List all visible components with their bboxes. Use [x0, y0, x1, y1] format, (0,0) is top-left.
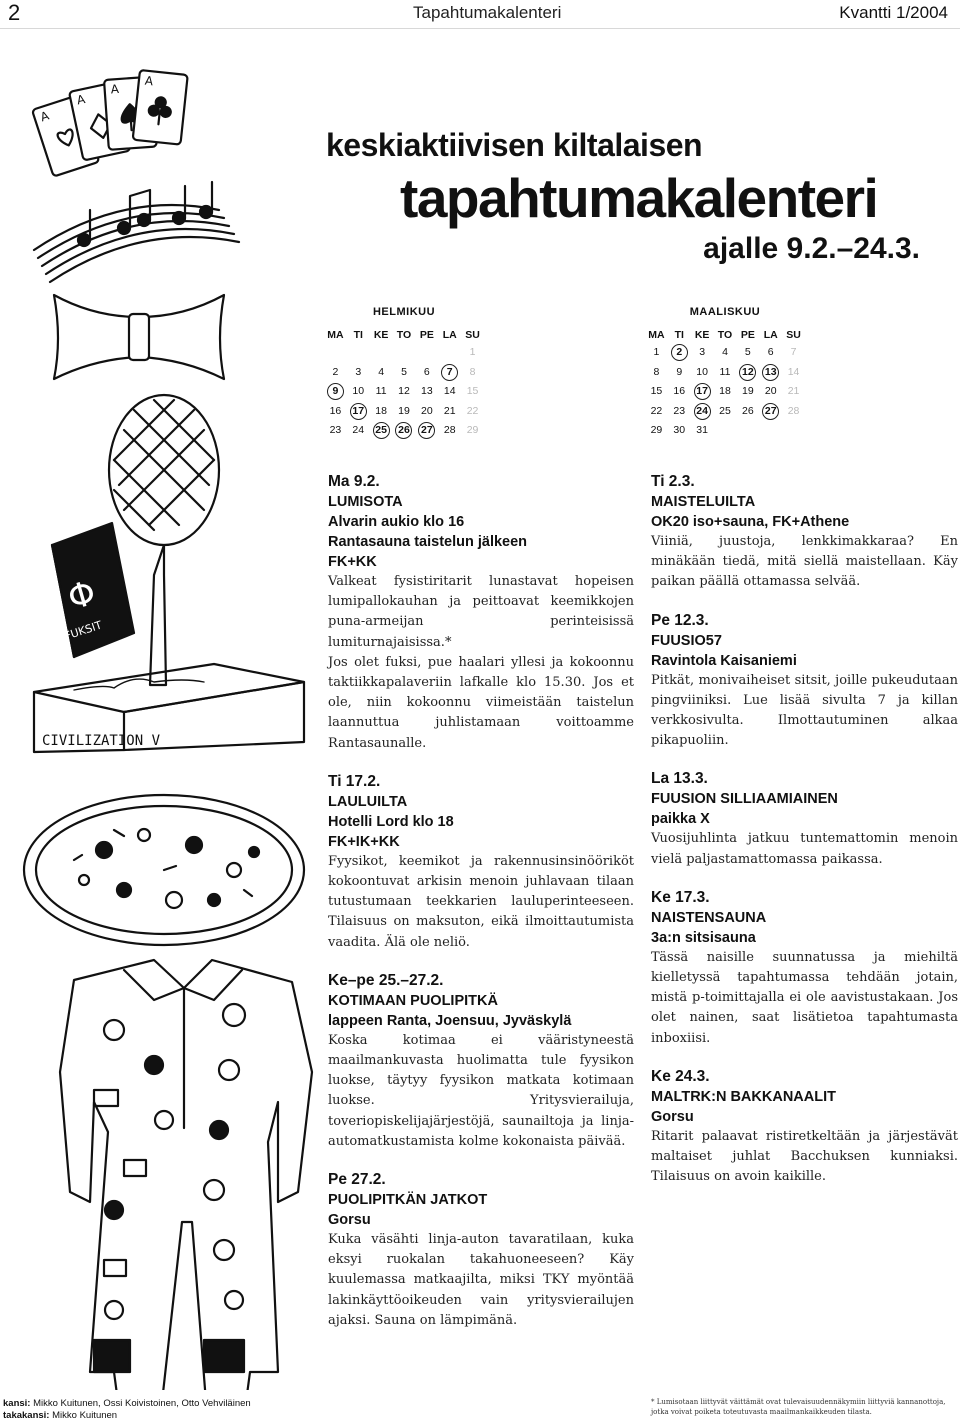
calendar-day: 2 — [332, 365, 339, 378]
calendar-day-cell — [668, 421, 691, 441]
event-description: Vuosijuhlinta jatkuu tuntemattomin menoin vielä paljastamattomassa paikassa. — [651, 831, 958, 867]
event-name: MAISTELUILTA — [651, 494, 756, 510]
calendar-day: 3 — [355, 365, 362, 378]
calendar-day-cell — [691, 421, 714, 441]
event-date: Pe 27.2. — [328, 1171, 386, 1189]
calendar-day-cell — [461, 343, 484, 363]
title-date-range: ajalle 9.2.–24.3. — [703, 232, 920, 265]
event-date: Ke–pe 25.–27.2. — [328, 971, 444, 989]
calendar-day: 20 — [764, 385, 777, 397]
event-name: NAISTENSAUNA — [651, 909, 767, 926]
calendar-day-cell — [324, 343, 347, 363]
back-cover-credit-label: takakansi: — [3, 1410, 50, 1421]
calendar-day-cell — [415, 382, 438, 402]
calendar-day: 11 — [375, 385, 387, 397]
cover-credit-names: Mikko Kuitunen, Ossi Koivistoinen, Otto Vehviläinen — [33, 1398, 251, 1409]
game-box-icon — [34, 664, 304, 752]
calendar-day-cell — [415, 343, 438, 363]
calendar-day: 16 — [673, 385, 686, 397]
event-name: LUMISOTA — [328, 494, 403, 510]
calendar-weekday: MA — [327, 329, 344, 341]
event-description: Kuka väsähti linja-auton tavaratilaan, kuka eksyi ruokalan takahuoneeseen? Käy kuulemassa matkaajilta, miksi TKY myöntää lakinkäyttöoikeuden vain yritysvierailujen ajaksi. Sauna on lämpimänä. — [328, 1232, 634, 1328]
events-column-left — [328, 472, 634, 1349]
calendar-day-cell — [393, 343, 416, 363]
event-block — [651, 888, 958, 1049]
calendar-day: 22 — [466, 404, 479, 417]
calendar-day-cell — [347, 382, 370, 402]
calendar-month-title: MAALISKUU — [689, 306, 761, 318]
svg-text:Φ: Φ — [63, 572, 101, 619]
calendar-day-cell — [370, 363, 393, 383]
calendar-day-circled: 24 — [694, 403, 711, 420]
events-column-right — [651, 472, 958, 1205]
event-block — [328, 472, 634, 754]
calendar-day-cell — [736, 343, 759, 363]
event-date: Ke 24.3. — [651, 1067, 710, 1085]
calendar-day-cell — [782, 382, 805, 402]
running-title: Tapahtumakalenteri — [413, 3, 562, 22]
svg-text:A: A — [144, 73, 154, 89]
calendar-week-row — [645, 421, 805, 441]
calendar-day-circled: 12 — [739, 364, 756, 381]
calendar-day-cell — [691, 363, 714, 383]
calendar-day-circled: 17 — [694, 383, 711, 400]
calendar-day-cell — [393, 402, 416, 422]
calendar-day: 21 — [787, 385, 800, 397]
event-place: Alvarin aukio klo 16 — [328, 514, 465, 530]
calendar-weekday: TO — [717, 329, 733, 341]
calendar-day-cell — [645, 402, 668, 422]
event-organizers: FK+IK+KK — [328, 833, 400, 850]
calendar-day-cell — [370, 343, 393, 363]
calendar-day-cell — [438, 402, 461, 422]
calendar-day: 18 — [375, 404, 387, 417]
calendar-day: 6 — [767, 346, 774, 358]
image-credits — [3, 1398, 251, 1422]
calendar-day: 1 — [653, 346, 660, 358]
event-place: Ravintola Kaisaniemi — [651, 652, 797, 669]
student-overall-icon — [60, 960, 312, 1390]
event-name: MALTRK:N BAKKANAALIT — [651, 1088, 836, 1105]
calendar-day-cell — [347, 363, 370, 383]
running-header — [0, 0, 960, 29]
calendar-weekday-row — [645, 329, 805, 341]
calendar-weekday-row — [324, 329, 484, 341]
calendar-day: 6 — [423, 365, 430, 378]
calendar-day-cell — [415, 363, 438, 383]
music-notes-icon — [34, 182, 239, 282]
calendar-week-row — [324, 402, 484, 422]
calendar-day-cell — [370, 421, 393, 441]
calendar-week-row — [324, 382, 484, 402]
svg-text:FUKSIT: FUKSIT — [62, 618, 104, 643]
calendar-day: 23 — [329, 424, 342, 436]
calendar-day: 4 — [722, 346, 728, 358]
calendar-week-row — [324, 421, 484, 441]
svg-text:A: A — [110, 82, 120, 97]
calendar-day-cell — [714, 421, 737, 441]
page-number: 2 — [8, 0, 21, 25]
calendar-weekday: PE — [419, 329, 434, 341]
calendar-day-cell — [668, 343, 691, 363]
calendar-weekday: KE — [694, 329, 710, 341]
event-block — [328, 772, 634, 953]
calendar-day: 5 — [744, 346, 751, 358]
calendar-day-cell — [438, 382, 461, 402]
calendar-day: 22 — [650, 404, 663, 417]
calendar-day: 12 — [398, 385, 410, 397]
calendar-weekday: MA — [648, 329, 665, 341]
calendar-weekday: TI — [674, 329, 684, 341]
event-name: KOTIMAAN PUOLIPITKÄ — [328, 992, 498, 1009]
calendar-day-cell — [324, 421, 347, 441]
calendar-day: 7 — [790, 346, 797, 358]
calendar-day: 4 — [378, 365, 385, 378]
calendar-day: 11 — [719, 365, 731, 378]
event-block — [651, 472, 958, 593]
calendar-day: 26 — [742, 404, 754, 417]
event-date: Pe 12.3. — [651, 611, 709, 629]
event-block — [651, 769, 958, 869]
footnote: * Lumisotaan liittyvät väittämät ovat tulevaisuudennäkymiin liittyviä kannanottoja, jotka voivat poiketa toteutuvasta maailmankaikkeuden tilasta. — [651, 1398, 946, 1416]
calendar-day: 29 — [650, 424, 663, 436]
calendar-day-circled: 7 — [441, 364, 458, 381]
calendar-day: 13 — [421, 385, 433, 397]
calendar-day: 24 — [352, 424, 365, 436]
calendar-day-cell — [782, 363, 805, 383]
calendar-day-cell — [782, 343, 805, 363]
calendar-day-circled: 9 — [327, 383, 344, 400]
svg-text:A: A — [75, 91, 87, 108]
event-name: PUOLIPITKÄN JATKOT — [328, 1192, 488, 1209]
calendar-day-circled: 17 — [350, 403, 367, 420]
calendar-day: 23 — [673, 404, 686, 417]
tennis-racket-icon — [109, 395, 219, 685]
calendar-day-cell — [645, 343, 668, 363]
calendar-day-cell — [645, 382, 668, 402]
calendar-day-circled: 25 — [373, 422, 390, 439]
calendar-day-cell — [415, 421, 438, 441]
event-date: Ti 17.2. — [328, 772, 381, 790]
calendar-day-cell — [438, 421, 461, 441]
event-place: Hotelli Lord klo 18 — [328, 813, 454, 830]
event-block — [328, 1170, 634, 1331]
calendar-weekday: PE — [740, 329, 755, 341]
event-place: paikka X — [651, 811, 710, 828]
calendar-day-cell — [370, 402, 393, 422]
calendar-weekday: TO — [396, 329, 412, 341]
issue-label: Kvantti 1/2004 — [839, 3, 948, 22]
calendar-day-cell — [782, 402, 805, 422]
calendar-day: 20 — [421, 404, 433, 417]
event-name: FUUSION SILLIAAMIAINEN — [651, 791, 838, 808]
event-description: Viiniä, juustoja, lenkkimakkaraa? En minäkään tiedä, mitä siellä maistellaan. Käy paikan päällä ottamassa selvää. — [651, 534, 958, 590]
calendar-day: 18 — [719, 385, 731, 397]
back-cover-credit-names: Mikko Kuitunen — [52, 1410, 118, 1421]
calendar-day-cell — [324, 382, 347, 402]
event-block — [328, 971, 634, 1152]
calendar-weekday: LA — [763, 329, 778, 341]
event-description: Pitkät, monivaiheiset sitsit, joille pukeudutaan pingviiniksi. Lue lisää sivulta 7 ja killan verkkosivulta. Ilmottautuminen alkaa pikapuoliin. — [651, 672, 958, 749]
calendar-day-cell — [668, 363, 691, 383]
calendar-day-cell — [645, 363, 668, 383]
calendar-weekday: SU — [786, 329, 801, 341]
calendar-day: 8 — [653, 365, 660, 378]
event-organizers: FK+KK — [328, 554, 377, 570]
calendar-day-circled: 13 — [762, 364, 779, 381]
calendar-week-row — [645, 402, 805, 422]
calendar-day: 21 — [443, 404, 456, 417]
calendar-day-cell — [324, 363, 347, 383]
calendar-day-cell — [645, 421, 668, 441]
event-place: OK20 iso+sauna, FK+Athene — [651, 514, 850, 530]
calendar-month-title: HELMIKUU — [372, 306, 436, 318]
calendar-day-cell — [415, 402, 438, 422]
event-place-secondary: Rantasauna taistelun jälkeen — [328, 534, 528, 550]
calendar-day: 15 — [650, 385, 663, 397]
calendar-day-cell — [461, 382, 484, 402]
calendar-day: 28 — [443, 424, 456, 436]
event-block — [651, 1067, 958, 1188]
calendar-day-cell — [736, 402, 759, 422]
event-block — [651, 611, 958, 752]
calendar-day-cell — [668, 402, 691, 422]
calendar-day: 16 — [329, 404, 342, 417]
calendar-day-cell — [736, 382, 759, 402]
calendar-day-cell — [714, 402, 737, 422]
calendar-day-circled: 26 — [395, 422, 412, 439]
calendar-day-cell — [714, 363, 737, 383]
calendar-day: 31 — [696, 424, 708, 436]
calendar-day-cell — [461, 402, 484, 422]
hand-drawn-illustration — [14, 40, 319, 1390]
calendar-day-circled: 2 — [671, 344, 688, 361]
calendar-day-cell — [461, 421, 484, 441]
calendar-day-cell — [714, 343, 737, 363]
event-date: Ke 17.3. — [651, 888, 710, 906]
event-description: Tässä naisille suunnatussa ja miehiltä kielletyssä tapahtumassa tehdään jotain, mistä p-toimittajalla ei ole aavistustakaan. Jos olet nainen, saat lisätietoa tapahtumasta inboxiisi. — [651, 949, 958, 1046]
calendar-day-cell — [370, 382, 393, 402]
calendar-day-cell — [736, 421, 759, 441]
calendar-day-cell — [759, 363, 782, 383]
event-description: Valkeat fysistiritarit lunastavat hopeisen lumipallokauhan ja peittoavat keemikkojen puna-armeijan perinteisissä lumiturnajaisissa.* — [328, 574, 634, 650]
calendar-february — [324, 306, 484, 441]
calendar-day-cell — [461, 363, 484, 383]
book-icon — [52, 523, 134, 657]
calendar-day-cell — [759, 402, 782, 422]
calendar-week-row — [324, 343, 484, 363]
pizza-icon — [24, 795, 304, 945]
calendar-week-row — [645, 382, 805, 402]
calendar-day: 30 — [673, 424, 686, 436]
calendar-day: 19 — [398, 404, 410, 417]
calendar-day-cell — [324, 402, 347, 422]
calendar-day-cell — [691, 402, 714, 422]
event-date: Ma 9.2. — [328, 473, 380, 490]
calendar-day-cell — [347, 421, 370, 441]
event-name: LAULUILTA — [328, 793, 408, 810]
calendar-weekday: TI — [353, 329, 363, 341]
calendar-day: 29 — [466, 424, 479, 436]
playing-cards-icon — [32, 70, 188, 177]
event-description: Koska kotimaa ei vääristyneestä maailmankuvasta huolimatta tule fyysikon luokse, täytyy fyysikon matkata kotimaan luokse. Yritysvierailuja, toveriopiskelijajärjestöjä, saunailtoja ja linja-automatkustamista kolme kokonaista päivää. — [328, 1032, 634, 1149]
calendar-day: 5 — [401, 365, 407, 378]
calendar-day: 1 — [469, 346, 476, 358]
calendar-day: 15 — [466, 385, 479, 397]
event-place: Gorsu — [651, 1108, 694, 1125]
calendar-day: 8 — [469, 365, 476, 378]
calendar-day-cell — [691, 382, 714, 402]
calendar-day-cell — [759, 382, 782, 402]
event-date: Ti 2.3. — [651, 473, 695, 490]
calendar-day: 14 — [443, 385, 456, 397]
calendar-day: 10 — [696, 365, 708, 378]
calendar-day: 19 — [742, 385, 754, 397]
calendar-week-row — [645, 363, 805, 383]
calendar-day-cell — [347, 402, 370, 422]
calendar-weekday: KE — [373, 329, 389, 341]
calendar-week-row — [324, 363, 484, 383]
title-line-2: tapahtumakalenteri — [400, 167, 878, 229]
calendar-day: 25 — [719, 404, 731, 417]
title-line-1: keskiaktiivisen kiltalaisen — [326, 127, 703, 163]
cover-credit-label: kansi: — [3, 1398, 31, 1409]
calendar-day-cell — [668, 382, 691, 402]
event-name: FUUSIO57 — [651, 632, 722, 649]
calendar-day-cell — [393, 363, 416, 383]
event-description: Jos olet fuksi, pue haalari yllesi ja kokoonnu taktiikkapalaveriin lafkalle klo 15.30. Jos et ole, niin kokoonnu viimeistään taistelun laannuttua juhlistamaan voittoamme Rantasaunalle. — [328, 654, 634, 751]
event-place: 3a:n sitsisauna — [651, 929, 756, 946]
calendar-day: 14 — [787, 365, 800, 378]
calendar-day: 3 — [699, 346, 706, 358]
svg-text:CIVILIZATION V: CIVILIZATION V — [42, 733, 161, 749]
calendar-day-cell — [691, 343, 714, 363]
calendar-day-cell — [782, 421, 805, 441]
calendar-day-cell — [759, 343, 782, 363]
calendar-day-cell — [438, 363, 461, 383]
calendar-day-circled: 27 — [418, 422, 435, 439]
svg-text:A: A — [38, 108, 51, 125]
calendar-day-cell — [438, 343, 461, 363]
calendar-day: 28 — [787, 404, 800, 417]
calendar-day: 9 — [676, 365, 683, 378]
bow-tie-icon — [54, 295, 224, 379]
event-place: Gorsu — [328, 1212, 371, 1229]
calendar-weekday: SU — [465, 329, 480, 341]
calendar-weekday: LA — [442, 329, 457, 341]
calendar-day-cell — [736, 363, 759, 383]
calendar-march — [645, 306, 805, 441]
event-description: Fyysikot, keemikot ja rakennusinsinööriköt kokoontuvat arkisin menoin juhlavaan tilaan tutustumaan teekkarien lauluperinteeseen. Tilaisuus on maksuton, eikä ilmoittautumista vaadita. Älä ole neliö. — [328, 853, 634, 950]
event-description: Ritarit palaavat ristiretkeltään ja järjestävät maltaiset juhlat Bacchuksen kunniaksi. Tilaisuus on avoin kaikille. — [651, 1128, 958, 1185]
calendar-day: 10 — [352, 385, 365, 397]
event-date: La 13.3. — [651, 770, 708, 788]
event-place: lappeen Ranta, Joensuu, Jyväskylä — [328, 1012, 572, 1029]
calendar-day-cell — [393, 382, 416, 402]
calendar-day-cell — [393, 421, 416, 441]
calendar-day-circled: 27 — [762, 403, 779, 420]
calendar-day-cell — [714, 382, 737, 402]
calendar-day-cell — [759, 421, 782, 441]
calendar-day-cell — [347, 343, 370, 363]
calendar-week-row — [645, 343, 805, 363]
